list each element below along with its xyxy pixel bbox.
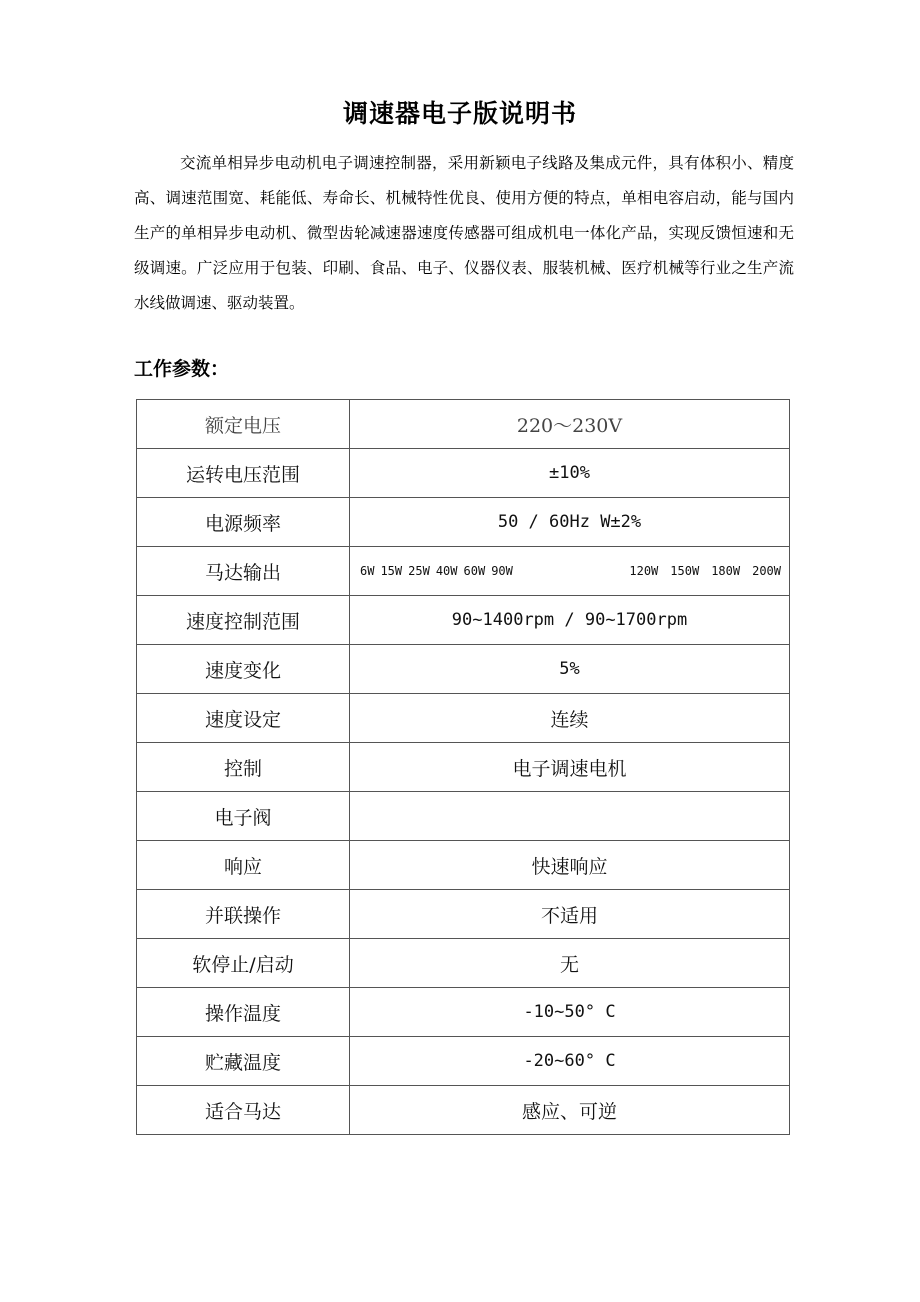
param-label: 速度控制范围 <box>137 596 350 645</box>
table-row <box>137 547 790 596</box>
param-value: 90~1400rpm / 90~1700rpm <box>350 596 790 645</box>
table-row <box>137 939 790 988</box>
intro-paragraph: 交流单相异步电动机电子调速控制器，采用新颖电子线路及集成元件，具有体积小、精度高、调速范围宽、耗能低、寿命长、机械特性优良、使用方便的特点，单相电容启动，能与国内生产的单相异步电动机、微型齿轮减速器速度传感器可组成机电一体化产品，实现反馈恒速和无级调速。广泛应用于包装、印刷、食品、电子、仪器仪表、服装机械、医疗机械等行业之生产流水线做调速、驱动装置。 <box>134 154 794 312</box>
param-label: 控制 <box>137 743 350 792</box>
table-row <box>137 890 790 939</box>
table-row <box>137 841 790 890</box>
param-label: 电子阀 <box>137 792 350 841</box>
param-value: 220〜230V <box>350 400 790 449</box>
motor-output-value: 180W <box>711 564 741 578</box>
param-value: 快速响应 <box>350 841 790 890</box>
motor-output-value: 40W <box>435 564 458 578</box>
motor-output-value: 60W <box>463 564 486 578</box>
table-row <box>137 400 790 449</box>
param-value: 连续 <box>350 694 790 743</box>
motor-output-value: 200W <box>752 564 781 578</box>
table-row <box>137 743 790 792</box>
param-label: 响应 <box>137 841 350 890</box>
param-value: -20~60° C <box>350 1037 790 1086</box>
table-row <box>137 1086 790 1135</box>
param-value: 电子调速电机 <box>350 743 790 792</box>
table-row <box>137 645 790 694</box>
table-row <box>137 792 790 841</box>
param-label: 速度设定 <box>137 694 350 743</box>
param-value: 不适用 <box>350 890 790 939</box>
param-label: 适合马达 <box>137 1086 350 1135</box>
params-table <box>136 399 790 1135</box>
motor-output-value: 120W <box>629 564 659 578</box>
param-label: 贮藏温度 <box>137 1037 350 1086</box>
table-row <box>137 498 790 547</box>
table-row <box>137 449 790 498</box>
table-row <box>137 694 790 743</box>
param-value: ±10% <box>350 449 790 498</box>
param-label: 额定电压 <box>137 400 350 449</box>
section-heading-params: 工作参数： <box>134 358 230 380</box>
document-title: 调速器电子版说明书 <box>342 99 577 128</box>
motor-output-value: 15W <box>380 564 403 578</box>
param-value: 无 <box>350 939 790 988</box>
table-row <box>137 596 790 645</box>
table-row <box>137 1037 790 1086</box>
param-value: -10~50° C <box>350 988 790 1037</box>
param-label: 速度变化 <box>137 645 350 694</box>
param-value: 5% <box>350 645 790 694</box>
param-value: 50 / 60Hz W±2% <box>350 498 790 547</box>
motor-output-value: 150W <box>670 564 700 578</box>
param-label: 马达输出 <box>137 547 350 596</box>
param-label: 电源频率 <box>137 498 350 547</box>
param-value: 感应、可逆 <box>350 1086 790 1135</box>
param-label: 并联操作 <box>137 890 350 939</box>
param-label: 软停止/启动 <box>137 939 350 988</box>
motor-output-value: 90W <box>491 564 513 578</box>
motor-output-value: 6W <box>360 564 375 578</box>
param-value-motor-output <box>350 547 790 596</box>
table-row <box>137 988 790 1037</box>
motor-output-value: 25W <box>408 564 430 578</box>
param-label: 运转电压范围 <box>137 449 350 498</box>
param-label: 操作温度 <box>137 988 350 1037</box>
param-value <box>350 792 790 841</box>
